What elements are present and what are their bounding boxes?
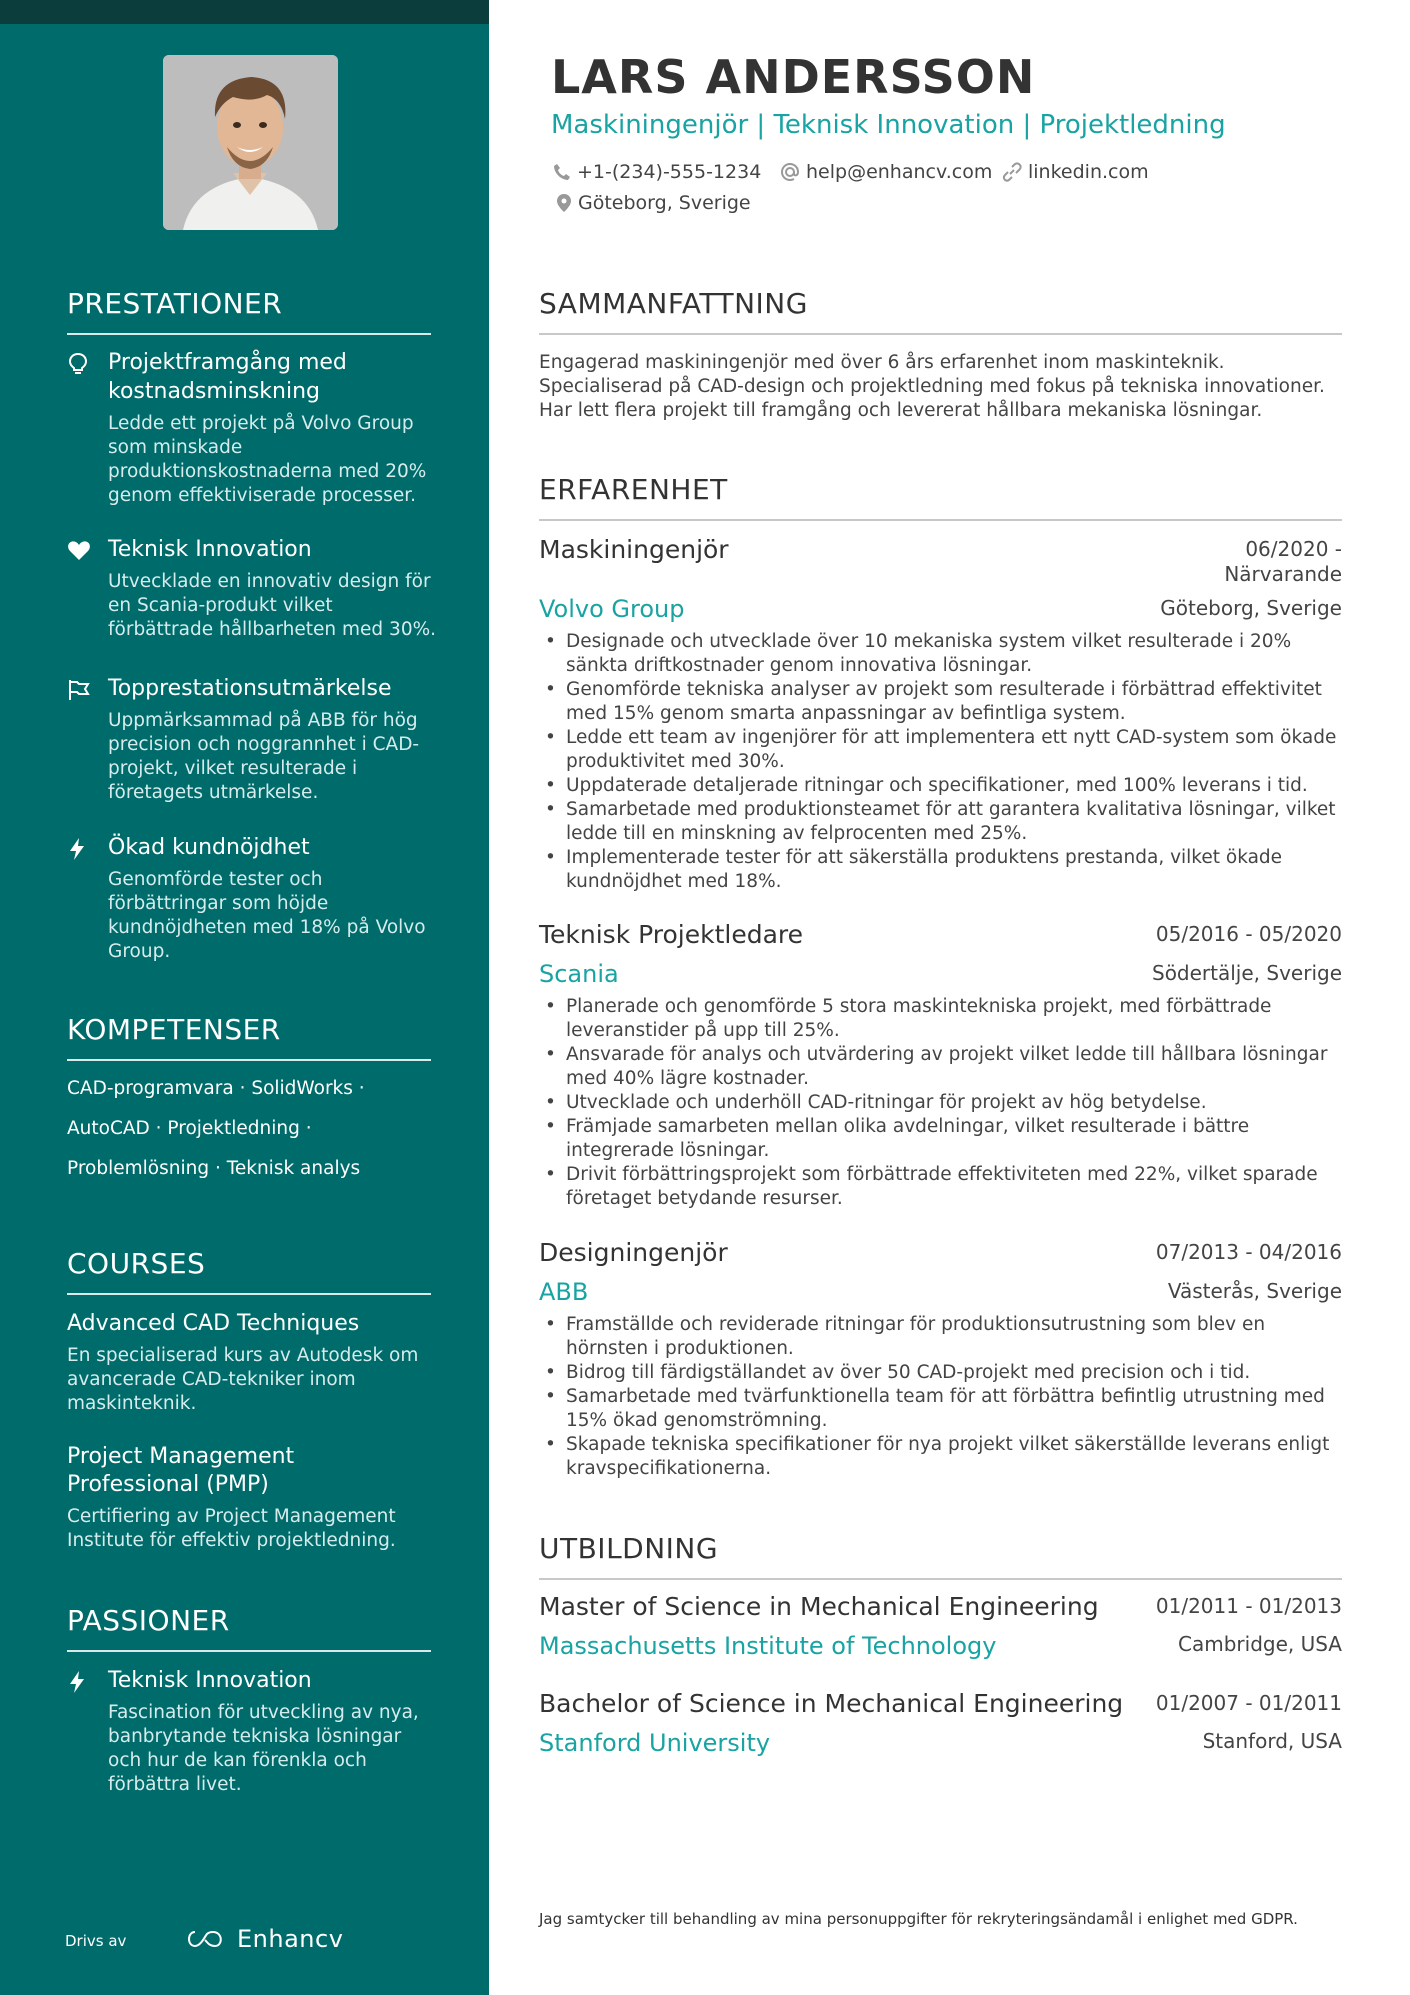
- achievement-desc: Genomförde tester och förbättringar som höjde kundnöjdheten med 18% på Volvo Group.: [108, 869, 426, 962]
- job-bullets: [539, 995, 1342, 1211]
- heart-icon: [67, 539, 91, 563]
- job-bullets: [539, 1313, 1342, 1481]
- course-title: Advanced CAD Techniques: [67, 1311, 360, 1336]
- passion-desc: Fascination för utveckling av nya, banbrytande tekniska lösningar och hur de kan förenkla och förbättra livet.: [108, 1702, 419, 1795]
- job-bullet: • Samarbetade med tvärfunktionella team för att förbättra befintlig utrustning med 15% ökad genomströmning.: [539, 1385, 1342, 1433]
- powered-by-label: Drivs av: [65, 1932, 127, 1950]
- job-entry: [539, 1238, 1342, 1488]
- gdpr-consent: Jag samtycker till behandling av mina personuppgifter för rekryteringsändamål i enlighet med GDPR.: [539, 1910, 1298, 1928]
- job-title: Designingenjör: [539, 1238, 728, 1267]
- summary-rule: [539, 333, 1342, 335]
- job-bullet: • Designade och utvecklade över 10 mekaniska system vilket resulterade i 20% sänkta driftkostnader genom innovativa lösningar.: [539, 630, 1342, 678]
- edu-school: Massachusetts Institute of Technology: [539, 1632, 997, 1660]
- passion-item: [67, 1666, 437, 1797]
- edu-school: Stanford University: [539, 1729, 771, 1757]
- profile-photo: [163, 55, 338, 230]
- experience-rule: [539, 519, 1342, 521]
- brand-logo[interactable]: [183, 1925, 343, 1953]
- lightbulb-icon: [67, 352, 91, 376]
- skills-line: Problemlösning · Teknisk analys: [67, 1158, 361, 1179]
- achievement-title: Ökad kundnöjdhet: [108, 835, 310, 860]
- passions-rule: [67, 1650, 431, 1652]
- skills-rule: [67, 1059, 431, 1061]
- achievement-title: Teknisk Innovation: [108, 537, 312, 562]
- achievements-rule: [67, 333, 431, 335]
- achievement-item: [67, 535, 437, 642]
- location-text: Göteborg, Sverige: [578, 192, 751, 214]
- job-bullet: • Utvecklade och underhöll CAD-ritningar för projekt av hög betydelse.: [539, 1091, 1342, 1115]
- course-desc: En specialiserad kurs av Autodesk om avancerade CAD-tekniker inom maskinteknik.: [67, 1345, 419, 1414]
- link-icon: [1002, 162, 1022, 182]
- infinity-icon: [183, 1928, 229, 1950]
- job-title: Teknisk Projektledare: [539, 920, 804, 949]
- candidate-name: LARS ANDERSSON: [551, 50, 1036, 104]
- bolt-icon: [67, 837, 91, 861]
- edu-date: 01/2011 - 01/2013: [1155, 1594, 1342, 1618]
- job-bullet: • Skapade tekniska specifikationer för nya projekt vilket säkerställde leverans enligt kravspecifikationerna.: [539, 1433, 1342, 1481]
- summary-text: Engagerad maskiningenjör med över 6 års erfarenhet inom maskinteknik. Specialiserad på CAD-design och projektledning med fokus på tekniska innovationer. Har lett flera projekt till framgång och levererat hållbara mekaniska lösningar.: [539, 352, 1325, 421]
- job-bullet: • Bidrog till färdigställandet av över 50 CAD-projekt med precision och i tid.: [539, 1361, 1342, 1385]
- candidate-tagline: Maskiningenjör | Teknisk Innovation | Projektledning: [551, 110, 1226, 140]
- edu-degree: Master of Science in Mechanical Engineering: [539, 1592, 1099, 1621]
- contact-linkedin[interactable]: [1002, 161, 1149, 183]
- brand-name: Enhancv: [237, 1925, 344, 1953]
- contact-email[interactable]: [780, 161, 992, 183]
- education-entry: [539, 1689, 1342, 1759]
- job-bullet: • Framställde och reviderade ritningar för produktionsutrustning som blev en hörnsten i produktionen.: [539, 1313, 1342, 1361]
- job-bullet: • Ledde ett team av ingenjörer för att implementera ett nytt CAD-system som ökade produktivitet med 30%.: [539, 726, 1342, 774]
- skills-line: AutoCAD · Projektledning ·: [67, 1118, 312, 1139]
- achievement-item: [67, 348, 437, 508]
- skills-title: KOMPETENSER: [67, 1013, 281, 1046]
- achievement-desc: Uppmärksammad på ABB för hög precision och noggrannhet i CAD-projekt, vilket resulterade i företagets utmärkelse.: [108, 710, 420, 803]
- education-title: UTBILDNING: [539, 1532, 719, 1565]
- phone-icon: [553, 163, 571, 181]
- courses-rule: [67, 1293, 431, 1295]
- achievement-item: [67, 833, 437, 964]
- course-item: [67, 1310, 437, 1416]
- job-bullets: [539, 630, 1342, 894]
- job-title: Maskiningenjör: [539, 535, 729, 564]
- job-company: Volvo Group: [539, 595, 685, 623]
- experience-title: ERFARENHET: [539, 473, 728, 506]
- location-pin-icon: [556, 193, 572, 213]
- passions-title: PASSIONER: [67, 1604, 230, 1637]
- job-location: Södertälje, Sverige: [1152, 961, 1342, 985]
- contact-phone[interactable]: [553, 161, 761, 183]
- sidebar-top-bar: [0, 0, 489, 24]
- achievement-title: Topprestationsutmärkelse: [108, 676, 392, 701]
- job-date: 06/2020 - Närvarande: [1224, 537, 1342, 586]
- job-location: Göteborg, Sverige: [1160, 596, 1342, 620]
- course-desc: Certifiering av Project Management Institute för effektiv projektledning.: [67, 1506, 396, 1551]
- bolt-icon: [67, 1670, 91, 1694]
- edu-location: Cambridge, USA: [1178, 1632, 1342, 1656]
- skills-line: CAD-programvara · SolidWorks ·: [67, 1078, 365, 1099]
- job-location: Västerås, Sverige: [1167, 1279, 1342, 1303]
- job-bullet: • Ansvarade för analys och utvärdering av projekt vilket ledde till hållbara lösningar med 40% lägre kostnader.: [539, 1043, 1342, 1091]
- edu-location: Stanford, USA: [1202, 1729, 1342, 1753]
- job-bullet: • Genomförde tekniska analyser av projekt som resulterade i förbättrad effektivitet med 15% genom smarta anpassningar av befintliga system.: [539, 678, 1342, 726]
- achievement-title: Projektframgång med kostnadsminskning: [108, 350, 347, 404]
- achievement-desc: Ledde ett projekt på Volvo Group som minskade produktionskostnaderna med 20% genom effektiviserade processer.: [108, 413, 427, 506]
- edu-date: 01/2007 - 01/2011: [1155, 1691, 1342, 1715]
- contact-location: [556, 192, 751, 214]
- education-rule: [539, 1578, 1342, 1580]
- job-bullet: • Uppdaterade detaljerade ritningar och specifikationer, med 100% leverans i tid.: [539, 774, 1342, 798]
- job-date: 05/2016 - 05/2020: [1155, 922, 1342, 946]
- linkedin-text: linkedin.com: [1028, 161, 1149, 183]
- job-bullet: • Implementerade tester för att säkerställa produktens prestanda, vilket ökade kundnöjdhet med 18%.: [539, 846, 1342, 894]
- summary-title: SAMMANFATTNING: [539, 287, 808, 320]
- achievements-title: PRESTATIONER: [67, 287, 283, 320]
- achievement-desc: Utvecklade en innovativ design för en Scania-produkt vilket förbättrade hållbarheten med 30%.: [108, 571, 437, 640]
- education-entry: [539, 1592, 1342, 1662]
- job-entry: [539, 920, 1342, 1220]
- sidebar: [0, 0, 489, 1995]
- job-bullet: • Planerade och genomförde 5 stora maskintekniska projekt, med förbättrade leveranstider på upp till 25%.: [539, 995, 1342, 1043]
- passion-title: Teknisk Innovation: [108, 1668, 312, 1693]
- job-date: 07/2013 - 04/2016: [1155, 1240, 1342, 1264]
- at-icon: [780, 162, 800, 182]
- phone-text: +1-(234)-555-1234: [577, 161, 762, 183]
- job-company: ABB: [539, 1278, 589, 1306]
- course-item: [67, 1443, 396, 1553]
- edu-degree: Bachelor of Science in Mechanical Engineering: [539, 1689, 1124, 1718]
- job-bullet: • Samarbetade med produktionsteamet för att garantera kvalitativa lösningar, vilket ledde till en minskning av felprocenten med 25%.: [539, 798, 1342, 846]
- job-bullet: • Främjade samarbeten mellan olika avdelningar, vilket resulterade i bättre integrerade lösningar.: [539, 1115, 1342, 1163]
- flag-icon: [67, 678, 91, 702]
- job-bullet: • Drivit förbättringsprojekt som förbättrade effektiviteten med 22%, vilket sparade företaget betydande resurser.: [539, 1163, 1342, 1211]
- achievement-item: [67, 674, 437, 805]
- courses-title: COURSES: [67, 1247, 206, 1280]
- job-company: Scania: [539, 960, 619, 988]
- email-text: help@enhancv.com: [806, 161, 993, 183]
- course-title: Project Management Professional (PMP): [67, 1444, 295, 1497]
- job-entry: [539, 535, 1342, 895]
